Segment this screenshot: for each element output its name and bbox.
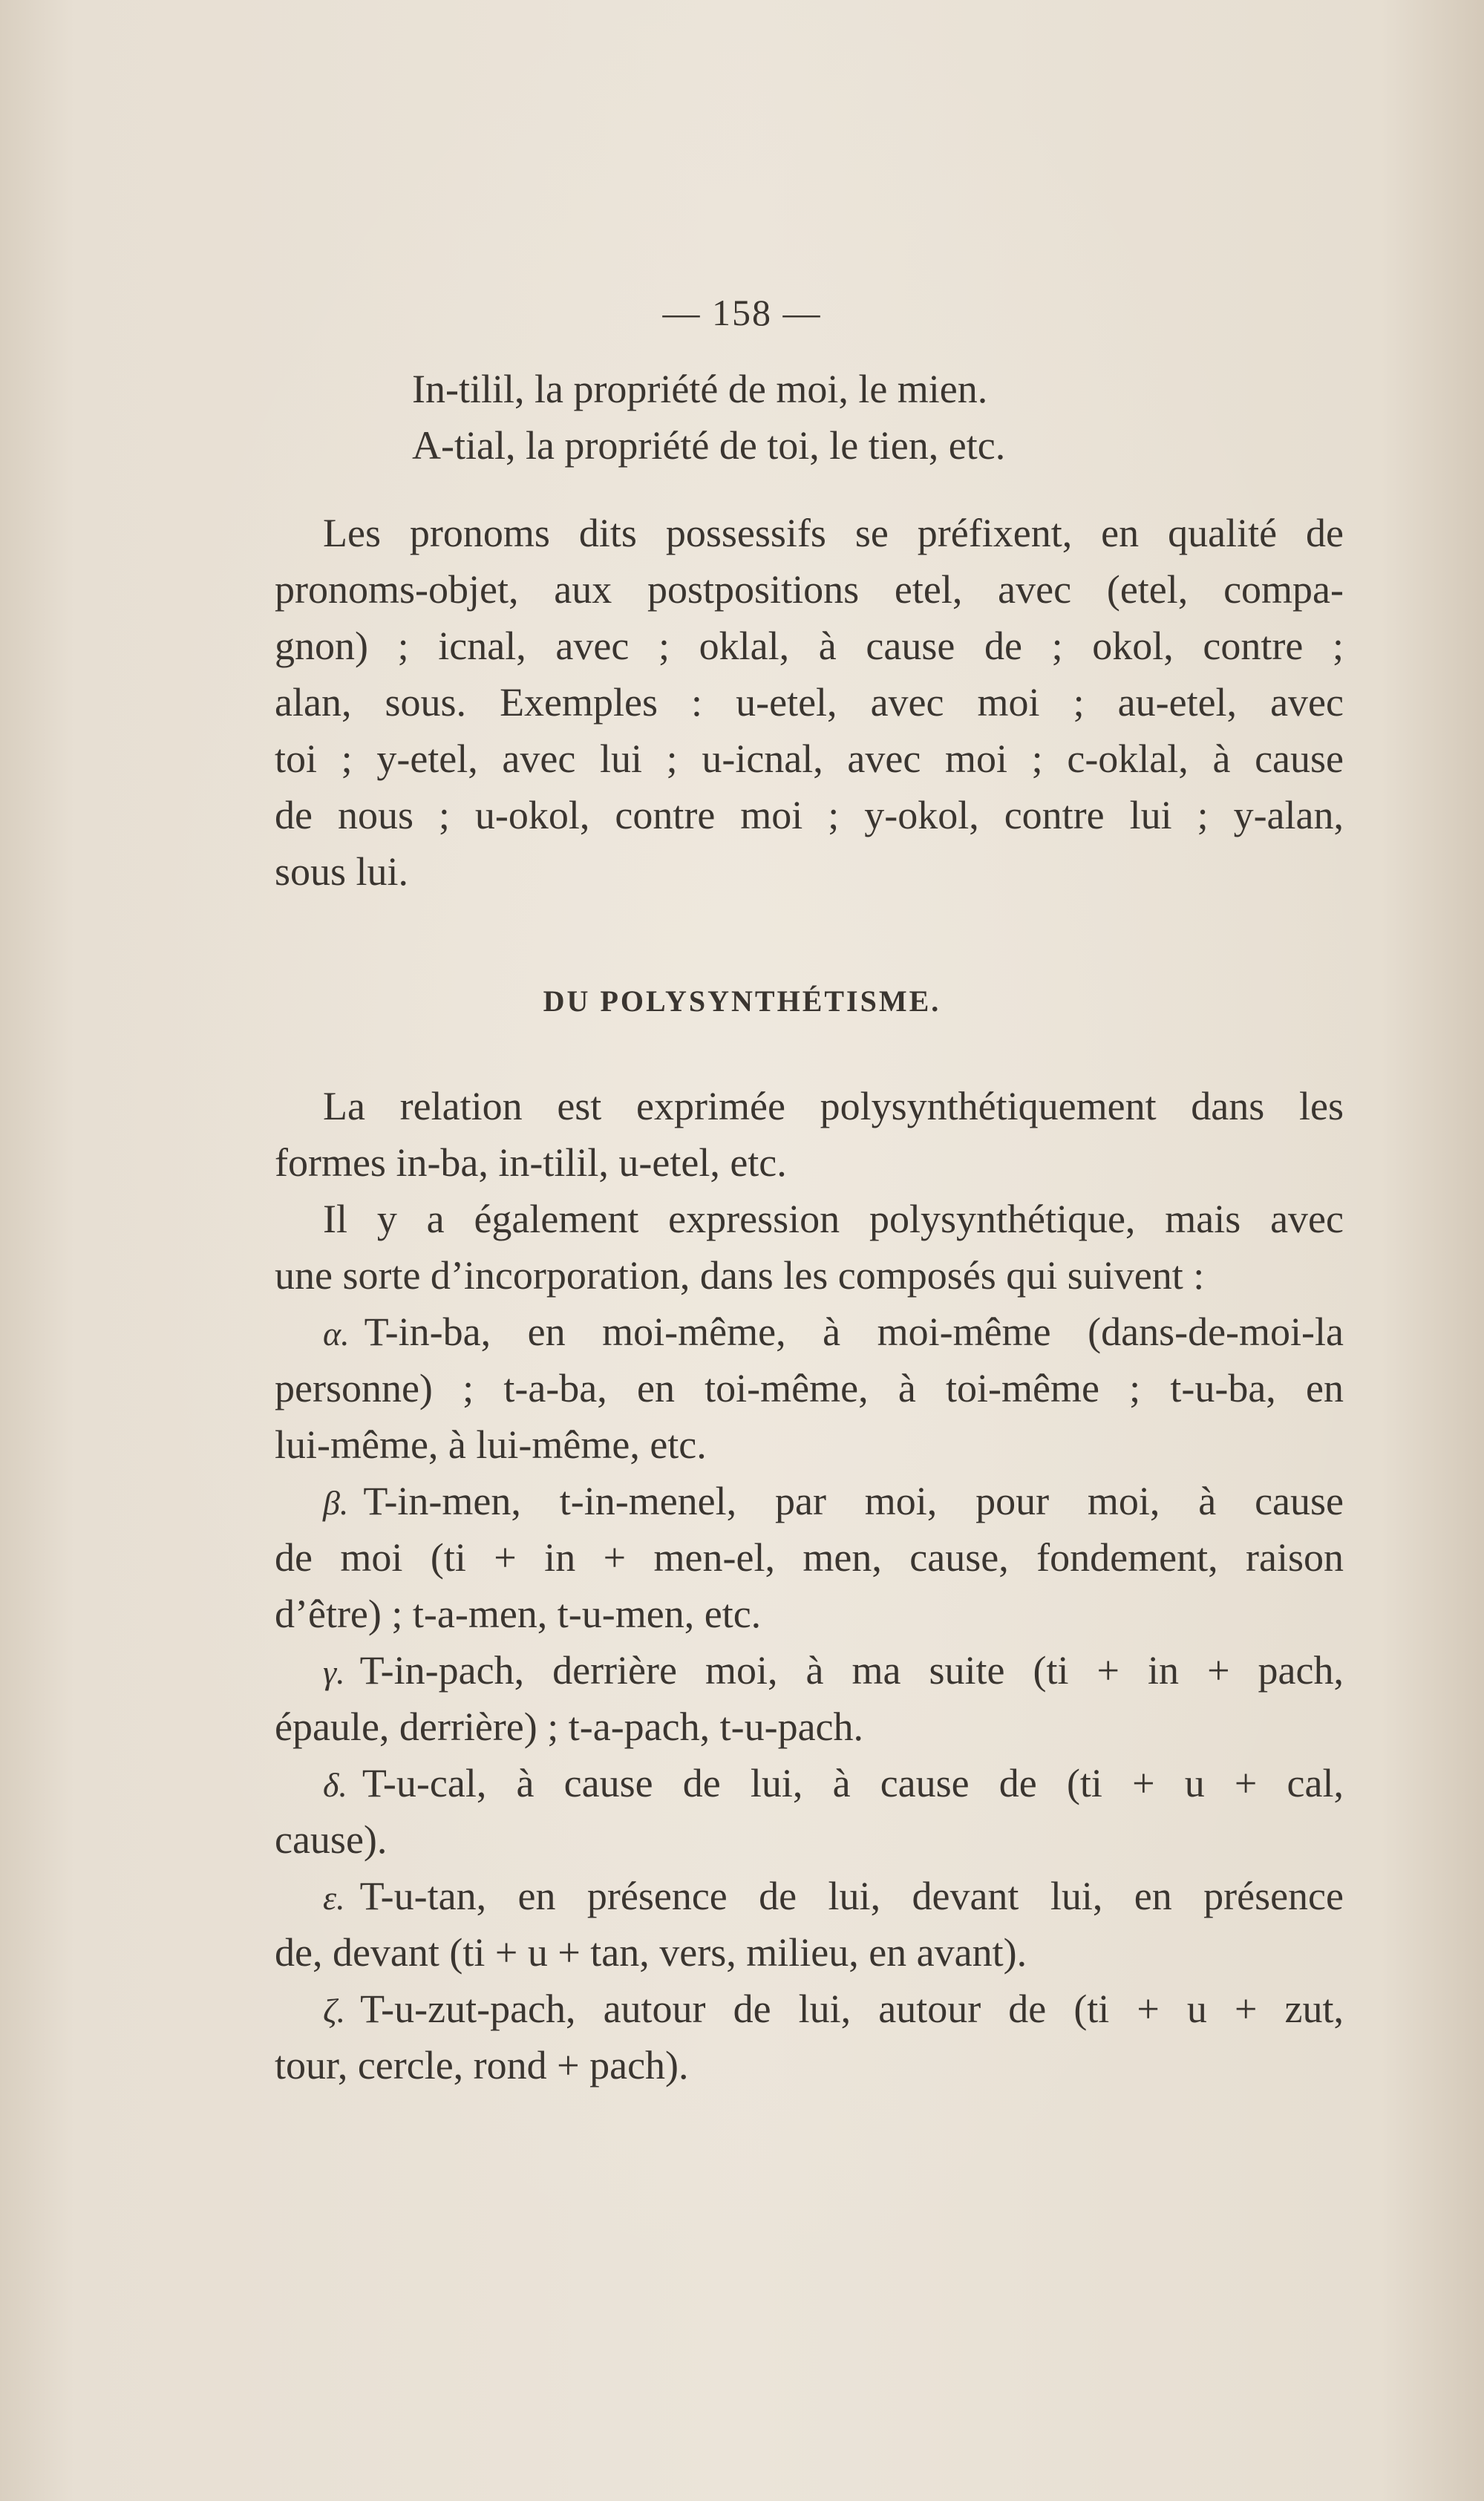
text-line: de nous ; u-okol, contre moi ; y-okol, contre lui ; y-alan, <box>275 793 1344 837</box>
text-line: gnon) ; icnal, avec ; oklal, à cause de ; okol, contre ; <box>275 624 1344 668</box>
text-line: de, devant (ti + u + tan, vers, milieu, en avant). <box>275 1930 1027 1975</box>
text-line: de moi (ti + in + men-el, men, cause, fondement, raison <box>275 1535 1344 1580</box>
text-line <box>275 1473 1344 1529</box>
item-marker: β. <box>323 1484 349 1522</box>
item-text: T-u-cal, à cause de lui, à cause de (ti + u + cal, <box>362 1761 1344 1805</box>
text-line: In-tilil, la propriété de moi, le mien. <box>412 367 988 411</box>
page-number: — 158 — <box>662 292 822 333</box>
text-line: d’être) ; t-a-men, t-u-men, etc. <box>275 1592 762 1636</box>
text-line: A-tial, la propriété de toi, le tien, etc. <box>412 423 1006 468</box>
text-line: La relation est exprimée polysynthétiquement dans les <box>323 1084 1344 1128</box>
text-line: sous lui. <box>275 849 409 894</box>
item-text: T-u-zut-pach, autour de lui, autour de (ti + u + zut, <box>360 1987 1344 2031</box>
item-text: T-in-ba, en moi-même, à moi-même (dans-de-moi-la <box>364 1310 1344 1354</box>
text-line: une sorte d’incorporation, dans les composés qui suivent : <box>275 1253 1205 1298</box>
paragraph-possessive-pronouns <box>275 505 1344 900</box>
possessive-examples <box>275 361 1344 474</box>
text-line: tour, cercle, rond + pach). <box>275 2043 689 2088</box>
text-line <box>275 1755 1344 1811</box>
item-beta <box>275 1473 1344 1642</box>
item-alpha <box>275 1304 1344 1473</box>
text-line: Les pronoms dits possessifs se préfixent, en qualité de <box>323 511 1344 555</box>
paragraph-incorporation <box>275 1191 1344 1304</box>
text-line: alan, sous. Exemples : u-etel, avec moi ; au-etel, avec <box>275 680 1344 725</box>
text-line: Il y a également expression polysynthétique, mais avec <box>323 1197 1344 1241</box>
item-delta <box>275 1755 1344 1868</box>
item-text: T-in-men, t-in-menel, par moi, pour moi, à cause <box>363 1479 1344 1523</box>
text-line: toi ; y-etel, avec lui ; u-icnal, avec moi ; c-oklal, à cause <box>275 736 1344 781</box>
item-text: T-in-pach, derrière moi, à ma suite (ti + in + pach, <box>359 1648 1344 1693</box>
item-zeta <box>275 1981 1344 2093</box>
text-line <box>275 1868 1344 1924</box>
item-marker: ζ. <box>323 1992 346 2030</box>
section-heading: DU POLYSYNTHÉTISME. <box>543 984 941 1018</box>
item-gamma <box>275 1642 1344 1755</box>
text-line <box>275 1304 1344 1360</box>
text-line: cause). <box>275 1817 388 1862</box>
text-line: lui-même, à lui-même, etc. <box>275 1422 707 1467</box>
item-marker: γ. <box>323 1653 345 1691</box>
text-line: formes in-ba, in-tilil, u-etel, etc. <box>275 1140 787 1185</box>
item-marker: α. <box>323 1315 350 1353</box>
text-line: épaule, derrière) ; t-a-pach, t-u-pach. <box>275 1704 864 1749</box>
item-marker: ε. <box>323 1879 345 1917</box>
text-line: personne) ; t-a-ba, en toi-même, à toi-même ; t-u-ba, en <box>275 1366 1344 1410</box>
paragraph-polysynthetic-relation <box>275 1078 1344 1191</box>
text-line <box>275 1642 1344 1699</box>
text-line: pronoms-objet, aux postpositions etel, avec (etel, compa- <box>275 567 1344 612</box>
item-marker: δ. <box>323 1766 347 1804</box>
item-text: T-u-tan, en présence de lui, devant lui, en présence <box>359 1874 1344 1918</box>
item-epsilon <box>275 1868 1344 1981</box>
text-line <box>275 1981 1344 2037</box>
